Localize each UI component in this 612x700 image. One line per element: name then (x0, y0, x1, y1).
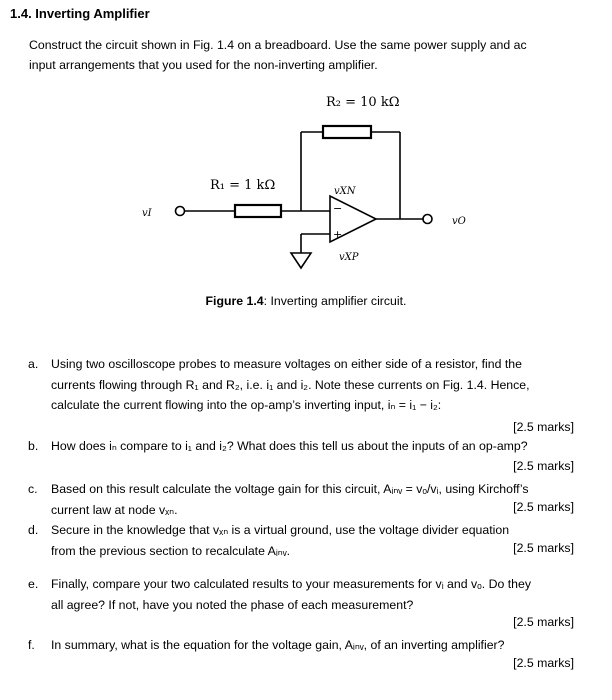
r1-label: R₁ = 1 kΩ (210, 178, 276, 193)
question-a-text (51, 354, 577, 416)
output-terminal (423, 215, 432, 224)
question-letter: a. (28, 357, 39, 371)
resistor-r1 (235, 205, 281, 217)
question-line: Based on this result calculate the voltage gain for this circuit, Aᵢₙᵥ = vₒ/vᵢ, using Kirchoff’s (51, 482, 529, 496)
question-c (28, 479, 578, 521)
question-line: from the previous section to recalculate Aᵢₙᵥ. (51, 543, 291, 558)
question-letter: c. (28, 482, 38, 496)
question-e (28, 574, 578, 616)
figure-label: Figure 1.4 (205, 294, 264, 308)
question-line: all agree? If not, have you noted the phase of each measurement? (51, 597, 414, 612)
marks-c: [2.5 marks] (513, 500, 574, 514)
question-a (28, 354, 578, 436)
question-f (28, 635, 578, 657)
question-line: Secure in the knowledge that vₓₙ is a virtual ground, use the voltage divider equation (51, 523, 510, 537)
input-terminal (176, 207, 185, 216)
question-b-text (51, 436, 577, 457)
marks-e: [2.5 marks] (513, 615, 574, 629)
question-line: calculate the current flowing into the op-amp’s inverting input, iₙ = i₁ − i₂: (51, 398, 442, 412)
vxp-label: vXP (339, 252, 359, 263)
figure-caption (0, 294, 612, 308)
figure-caption-text: : Inverting amplifier circuit. (263, 294, 407, 308)
question-c-text (51, 479, 577, 520)
question-line: current law at node vₓₙ. (51, 502, 178, 517)
question-line: currents flowing through R₁ and R₂, i.e. i₁ and i₂. Note these currents on Fig. 1.4. Hence, (51, 377, 530, 392)
question-letter: f. (28, 638, 35, 652)
question-d-text (51, 520, 577, 561)
question-e-text (51, 574, 577, 615)
question-line: Using two oscilloscope probes to measure voltages on either side of a resistor, find the (51, 357, 522, 371)
section-title: 1.4. Inverting Amplifier (10, 6, 150, 21)
question-letter: b. (28, 439, 39, 453)
intro-line-1: Construct the circuit shown in Fig. 1.4 on a breadboard. Use the same power supply and ac (29, 38, 527, 52)
ground-icon (291, 253, 311, 268)
marks-b: [2.5 marks] (513, 459, 574, 473)
question-letter: e. (28, 577, 39, 591)
marks-a: [2.5 marks] (513, 420, 574, 434)
question-d (28, 520, 578, 562)
question-line: Finally, compare your two calculated results to your measurements for vᵢ and vₒ. Do they (51, 577, 531, 591)
r2-label: R₂ = 10 kΩ (326, 95, 400, 110)
question-line: In summary, what is the equation for the voltage gain, Aᵢₙᵥ, of an inverting amplifier? (51, 638, 505, 652)
inverting-amplifier-circuit (130, 88, 490, 288)
question-letter: d. (28, 523, 39, 537)
marks-f: [2.5 marks] (513, 656, 574, 670)
intro-paragraph (29, 36, 589, 75)
question-f-text (51, 635, 577, 656)
vxn-label: vXN (334, 186, 356, 197)
question-b (28, 436, 578, 458)
vi-label: vI (142, 208, 152, 219)
marks-d: [2.5 marks] (513, 541, 574, 555)
resistor-r2 (323, 126, 371, 138)
question-line: How does iₙ compare to i₁ and i₂? What does this tell us about the inputs of an op-amp? (51, 439, 528, 453)
inverting-input-sign: − (333, 202, 343, 215)
intro-line-2: input arrangements that you used for the non-inverting amplifier. (29, 57, 378, 72)
non-inverting-input-sign: + (333, 228, 343, 241)
vo-label: vO (452, 216, 466, 227)
